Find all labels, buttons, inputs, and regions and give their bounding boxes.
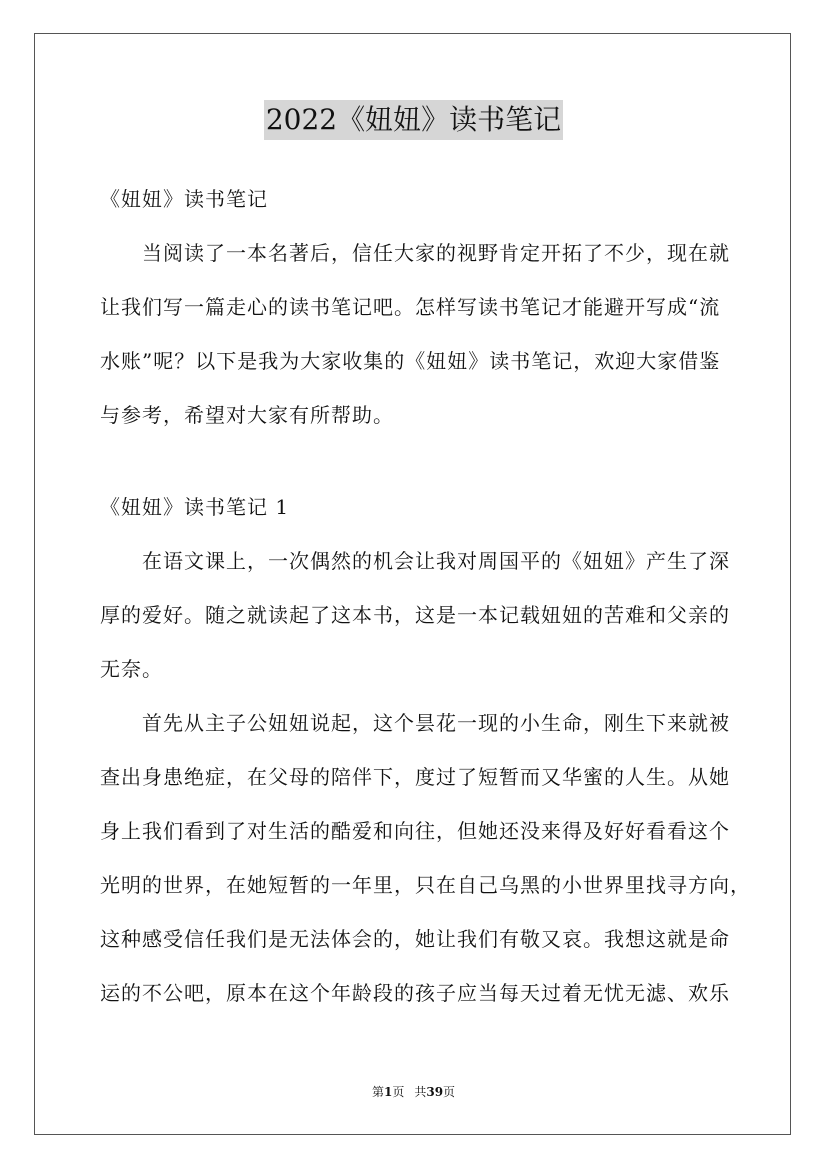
section-heading: 《妞妞》读书笔记 xyxy=(100,187,268,211)
paragraph2-line: 运的不公吧，原本在这个年龄段的孩子应当每天过着无忧无滤、欢乐 xyxy=(100,981,730,1005)
document-body xyxy=(100,172,751,1020)
subheading: 《妞妞》读书笔记 1 xyxy=(100,495,290,519)
intro-line: 与参考，希望对大家有所帮助。 xyxy=(100,403,394,427)
paragraph2-line: 光明的世界，在她短暂的一年里，只在自己乌黑的小世界里找寻方向， xyxy=(100,873,751,897)
paragraph2-line: 查出身患绝症，在父母的陪伴下，度过了短暂而又华蜜的人生。从她 xyxy=(100,765,730,789)
paragraph-gap xyxy=(100,442,730,480)
total-prefix: 共 xyxy=(414,1085,427,1099)
page-prefix: 第 xyxy=(371,1085,384,1099)
page-number: 1 xyxy=(383,1085,393,1099)
page-footer xyxy=(0,1084,827,1100)
page-suffix: 页 xyxy=(392,1085,405,1099)
paragraph2-line: 首先从主子公妞妞说起，这个昙花一现的小生命，刚生下来就被 xyxy=(142,711,730,735)
paragraph1-line: 在语文课上，一次偶然的机会让我对周国平的《妞妞》产生了深 xyxy=(142,549,730,573)
total-pages: 39 xyxy=(426,1085,444,1099)
paragraph2-line: 身上我们看到了对生活的酷爱和向往，但她还没来得及好好看看这个 xyxy=(100,819,730,843)
paragraph1-line: 无奈。 xyxy=(100,657,163,681)
intro-line: 当阅读了一本名著后，信任大家的视野肯定开拓了不少，现在就 xyxy=(142,241,730,265)
intro-line: 让我们写一篇走心的读书笔记吧。怎样写读书笔记才能避开写成“流 xyxy=(100,295,721,319)
document-title: 2022《妞妞》读书笔记 xyxy=(264,100,563,140)
paragraph1-line: 厚的爱好。随之就读起了这本书，这是一本记载妞妞的苦难和父亲的 xyxy=(100,603,730,627)
total-suffix: 页 xyxy=(443,1085,456,1099)
intro-line: 水账”呢？以下是我为大家收集的《妞妞》读书笔记，欢迎大家借鉴 xyxy=(100,349,721,373)
paragraph2-line: 这种感受信任我们是无法体会的，她让我们有敬又哀。我想这就是命 xyxy=(100,927,730,951)
title-container xyxy=(0,100,827,140)
